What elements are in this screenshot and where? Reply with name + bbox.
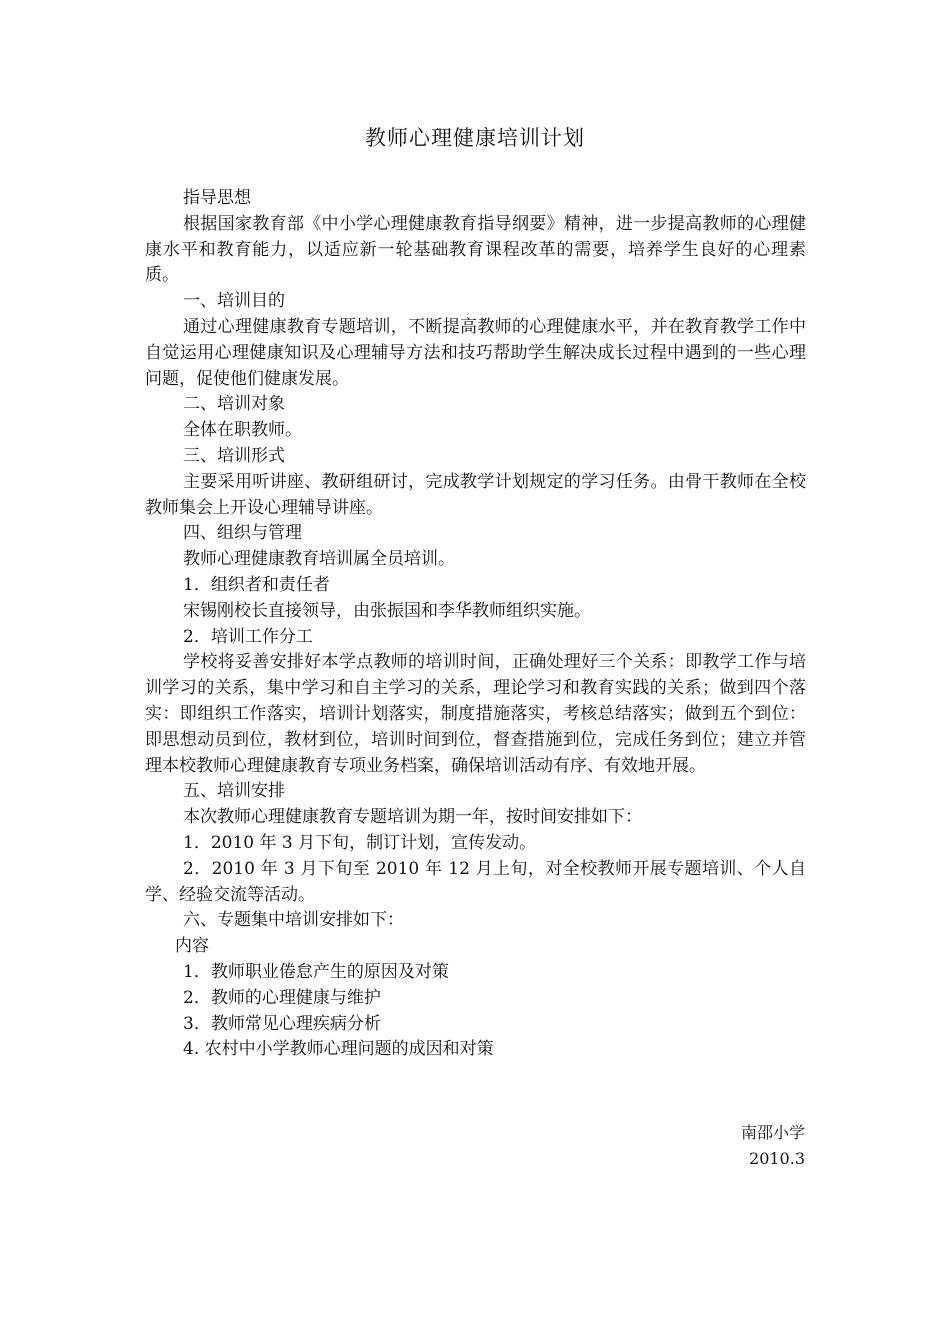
- signoff-school: 南邵小学: [740, 1123, 805, 1142]
- document-body: [145, 186, 806, 1063]
- paragraph-training-purpose: 通过心理健康教育专题培训，不断提高教师的心理健康水平，并在教育教学工作中自觉运用心理健康知识及心理辅导方法和技巧帮助学生解决成长过程中遇到的一些心理问题，促使他们健康发展。: [145, 316, 806, 389]
- content-item-1: 1．教师职业倦怠产生的原因及对策: [183, 961, 449, 982]
- content-item-3: 3．教师常见心理疾病分析: [183, 1013, 381, 1034]
- schedule-item-1: 1．2010 年 3 月下旬，制订计划，宣传发动。: [183, 832, 537, 853]
- paragraph-organization: 教师心理健康教育培训属全员培训。: [183, 549, 455, 570]
- paragraph-training-schedule: 本次教师心理健康教育专题培训为期一年，按时间安排如下：: [183, 807, 642, 828]
- signoff: [741, 1120, 805, 1172]
- content-item-4: 4. 农村中小学教师心理问题的成因和对策: [183, 1039, 494, 1060]
- heading-focused-training: 六、专题集中培训安排如下：: [183, 910, 404, 931]
- paragraph-guiding-thought: 根据国家教育部《中小学心理健康教育指导纲要》精神，进一步提高教师的心理健康水平和教育能力，以适应新一轮基础教育课程改革的需要，培养学生良好的心理素质。: [145, 213, 806, 286]
- heading-training-purpose: 一、培训目的: [183, 291, 285, 312]
- content-item-2: 2．教师的心理健康与维护: [183, 987, 381, 1008]
- heading-organization: 四、组织与管理: [183, 523, 302, 544]
- heading-guiding-thought: 指导思想: [183, 188, 251, 208]
- paragraph-training-form: 主要采用听讲座、教研组研讨，完成教学计划规定的学习任务。由骨干教师在全校教师集会上开设心理辅导讲座。: [145, 471, 806, 518]
- subheading-organizer: 1．组织者和责任者: [183, 574, 330, 595]
- heading-training-schedule: 五、培训安排: [183, 781, 285, 802]
- label-content: 内容: [175, 936, 209, 957]
- document-title: 教师心理健康培训计划: [365, 126, 585, 150]
- signoff-date: 2010.3: [749, 1149, 805, 1168]
- heading-training-target: 二、培训对象: [183, 394, 285, 415]
- heading-training-form: 三、培训形式: [183, 445, 285, 466]
- schedule-item-2: 2．2010 年 3 月下旬至 2010 年 12 月上旬，对全校教师开展专题培训、个人自学、经验交流等活动。: [145, 858, 806, 905]
- paragraph-division-of-work: 学校将妥善安排好本学点教师的培训时间，正确处理好三个关系：即教学工作与培训学习的关系，集中学习和自主学习的关系，理论学习和教育实践的关系；做到四个落实：即组织工作落实，培训计划落实，制度措施落实，考核总结落实；做到五个到位：即思想动员到位，教材到位，培训时间到位，督查措施到位，完成任务到位；建立并管理本校教师心理健康教育专项业务档案，确保培训活动有序、有效地开展。: [145, 652, 806, 776]
- paragraph-training-target: 全体在职教师。: [183, 420, 302, 441]
- subheading-division-of-work: 2．培训工作分工: [183, 626, 313, 647]
- paragraph-organizer: 宋锡刚校长直接领导，由张振国和李华教师组织实施。: [183, 600, 591, 621]
